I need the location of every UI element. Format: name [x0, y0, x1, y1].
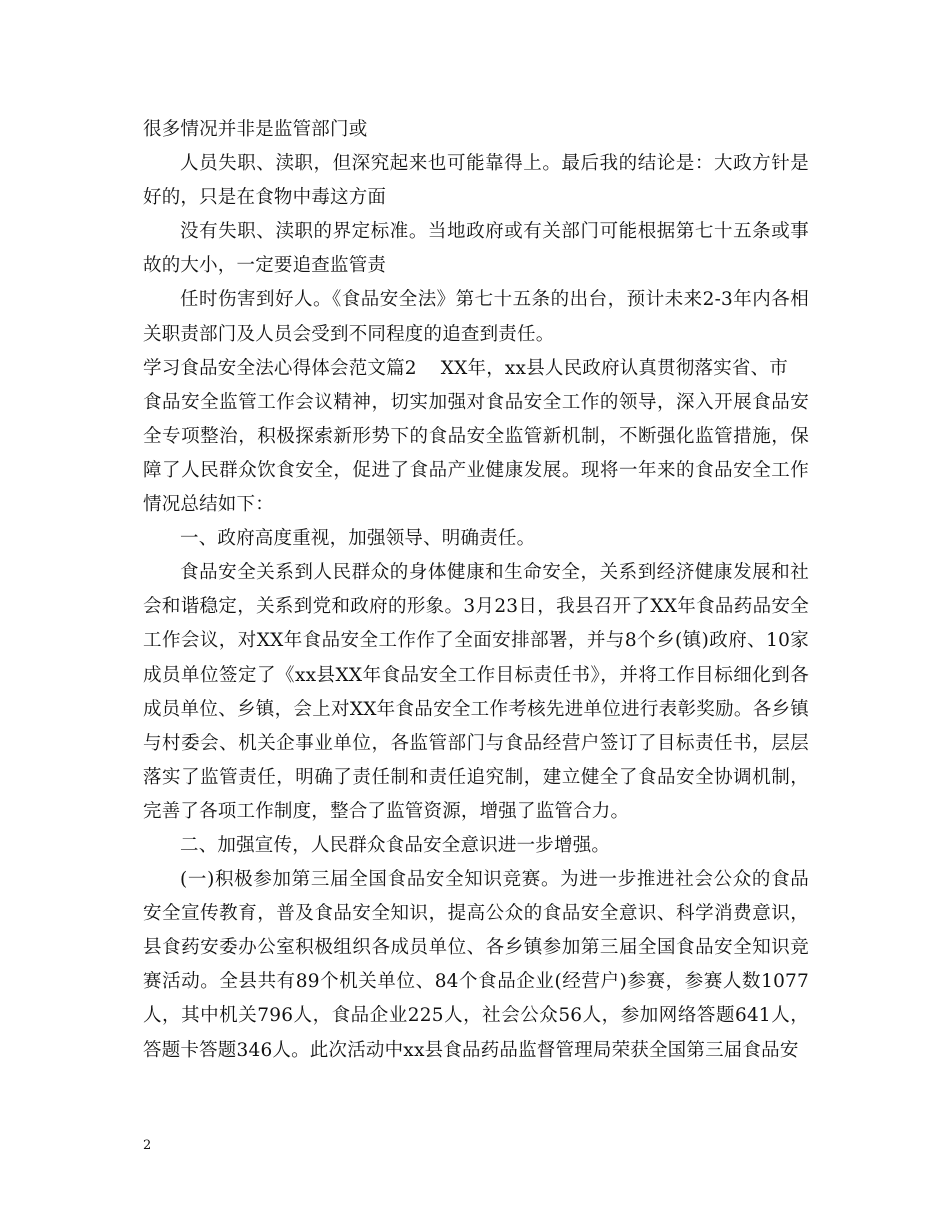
paragraph: 人员失职、渎职，但深究起来也可能靠得上。最后我的结论是：大政方针是好的，只是在食物中毒这方面 — [143, 153, 809, 209]
document-body — [143, 113, 809, 1068]
subheading: 二、加强宣传，人民群众食品安全意识进一步增强。 — [180, 834, 611, 856]
paragraph: 很多情况并非是监管部门或 — [143, 119, 368, 140]
subheading: 一、政府高度重视，加强领导、明确责任。 — [180, 528, 536, 550]
section-heading-line — [143, 352, 809, 386]
paragraph: 任时伤害到好人。《食品安全法》第七十五条的出台，预计未来2-3年内各相关职责部门及人员会受到不同程度的追查到责任。 — [143, 289, 809, 345]
page-number: 2 — [143, 1138, 152, 1153]
paragraph: (一)积极参加第三届全国食品安全知识竞赛。为进一步推进社会公众的食品安全宣传教育，普及食品安全知识，提高公众的食品安全意识、科学消费意识，县食药安委办公室积极组织各成员单位、各乡镇参加第三届全国食品安全知识竞赛活动。全县共有89个机关单位、84个食品企业(经营户)参赛，参赛人数1077人，其中机关796人，食品企业225人，社会公众56人，参加网络答题641人，答题卡答题346人。此次活动中xx县食品药品监督管理局荣获全国第三届食品安 — [143, 869, 809, 1061]
paragraph: 没有失职、渎职的界定标准。当地政府或有关部门可能根据第七十五条或事故的大小，一定要追查监管责 — [143, 221, 809, 277]
paragraph: 食品安全监管工作会议精神，切实加强对食品安全工作的领导，深入开展食品安全专项整治，积极探索新形势下的食品安全监管新机制，不断强化监管措施，保障了人民群众饮食安全，促进了食品产业健康发展。现将一年来的食品安全工作情况总结如下： — [143, 391, 809, 516]
paragraph: 食品安全关系到人民群众的身体健康和生命安全，关系到经济健康发展和社会和谐稳定，关系到党和政府的形象。3月23日，我县召开了XX年食品药品安全工作会议，对XX年食品安全工作作了全面安排部署，并与8个乡(镇)政府、10家成员单位签定了《xx县XX年食品安全工作目标责任书》，并将工作目标细化到各成员单位、乡镇，会上对XX年食品安全工作考核先进单位进行表彰奖励。各乡镇与村委会、机关企事业单位，各监管部门与食品经营户签订了目标责任书，层层落实了监管责任，明确了责任制和责任追究制，建立健全了食品安全协调机制，完善了各项工作制度，整合了监管资源，增强了监管合力。 — [143, 562, 809, 822]
section-first-line: XX年，xx县人民政府认真贯彻落实省、市 — [440, 357, 788, 379]
section-title: 学习食品安全法心得体会范文篇2 — [143, 357, 417, 379]
